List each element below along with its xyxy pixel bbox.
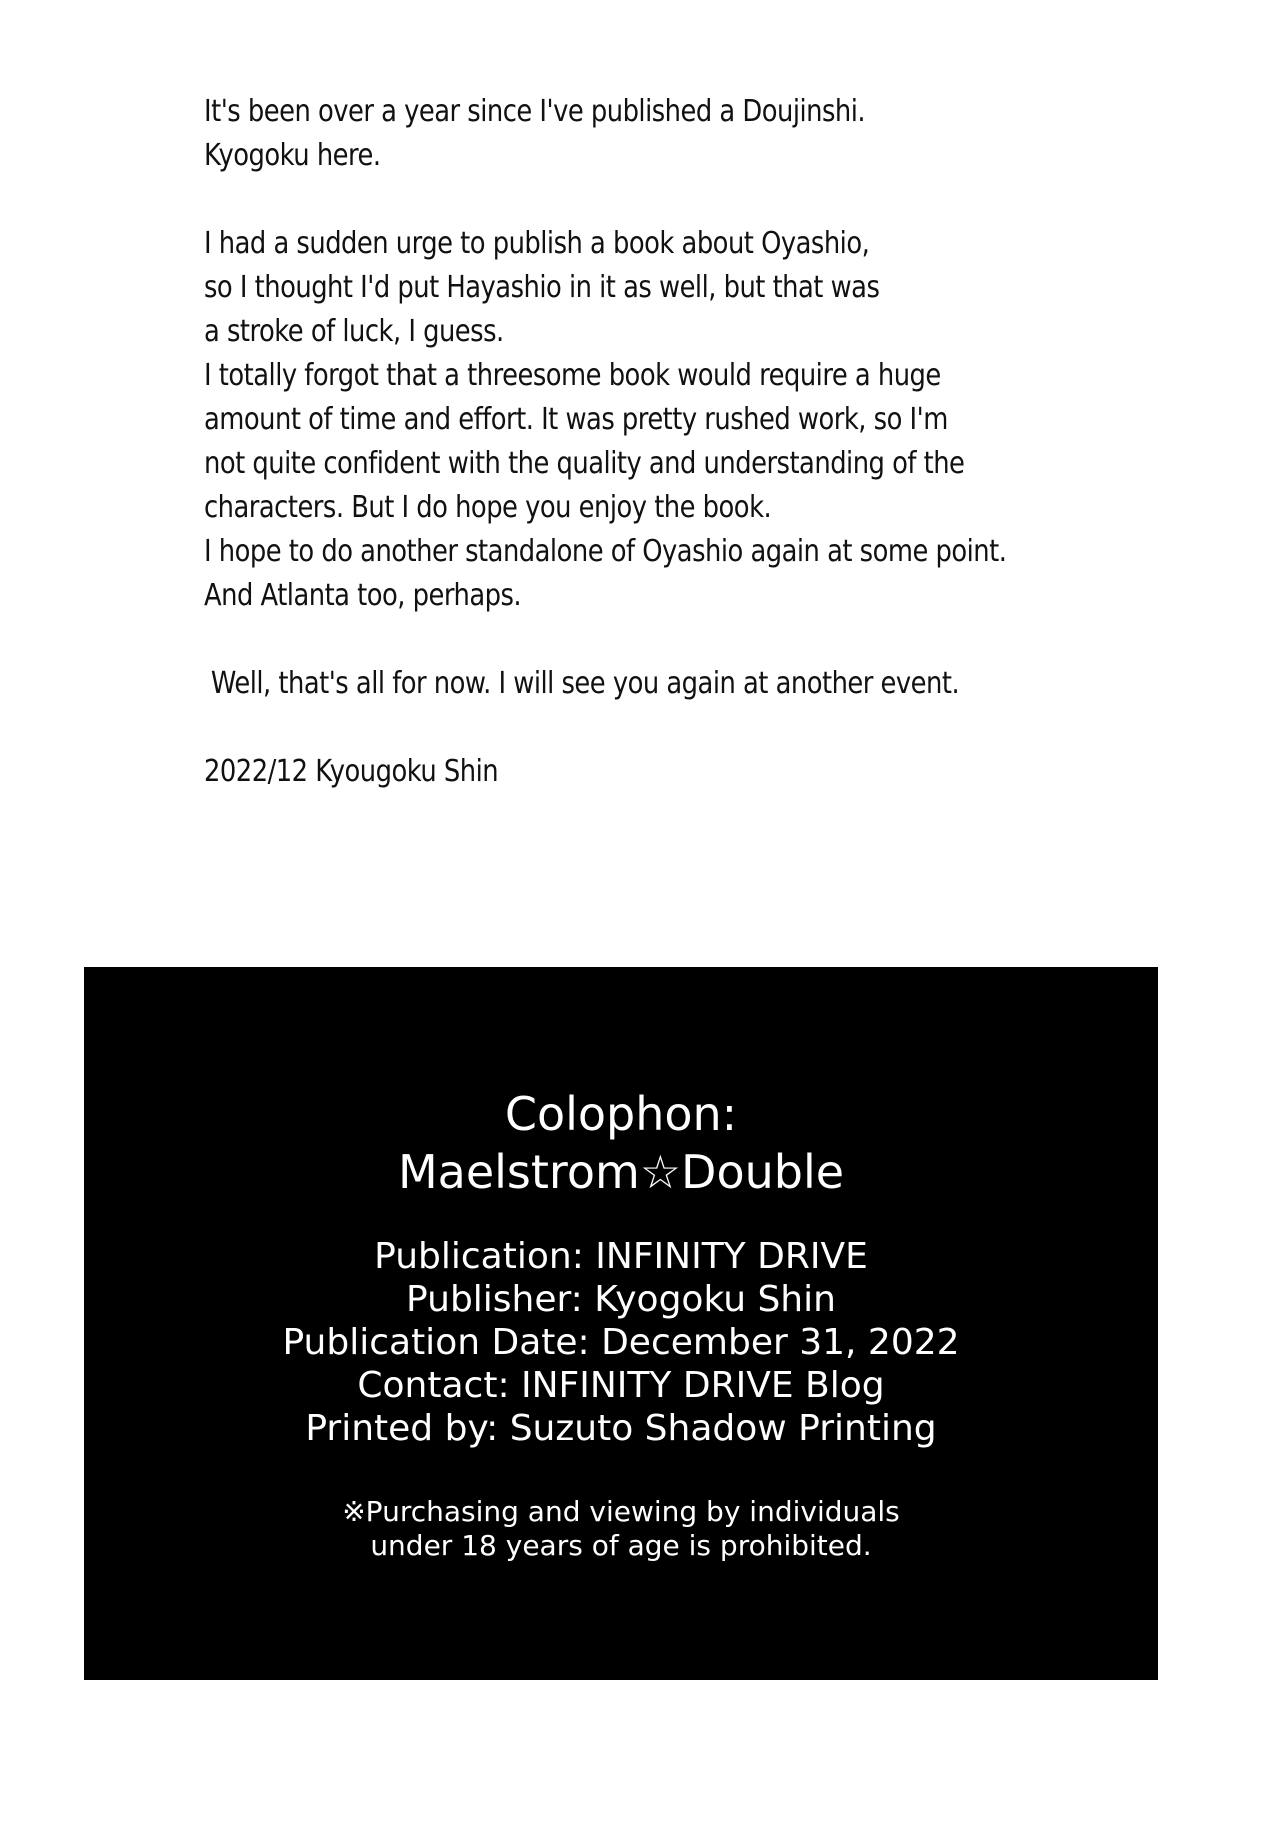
- age-restriction-notice: [84, 1495, 1158, 1563]
- afterword-line: amount of time and effort. It was pretty rushed work, so I'm: [204, 402, 948, 437]
- publication-date-line: Publication Date: December 31, 2022: [282, 1322, 960, 1363]
- book-title: Maelstrom☆Double: [397, 1145, 845, 1199]
- colophon-title: [84, 1085, 1158, 1201]
- afterword-line: Kyogoku here.: [204, 138, 381, 173]
- publisher-line: Publisher: Kyogoku Shin: [406, 1279, 836, 1320]
- afterword-line: It's been over a year since I've published a Doujinshi.: [204, 94, 866, 129]
- afterword-line: And Atlanta too, perhaps.: [204, 578, 522, 613]
- afterword-signature: [204, 750, 1104, 794]
- publication-line: Publication: INFINITY DRIVE: [374, 1236, 868, 1277]
- colophon-box: [84, 967, 1158, 1680]
- afterword-signature-line: 2022/12 Kyougoku Shin: [204, 754, 499, 789]
- afterword-line: so I thought I'd put Hayashio in it as well, but that was: [204, 270, 880, 305]
- notice-line: ※Purchasing and viewing by individuals: [342, 1495, 900, 1528]
- contact-line: Contact: INFINITY DRIVE Blog: [357, 1365, 885, 1406]
- afterword-paragraph-body: [204, 222, 1104, 618]
- afterword-line: characters. But I do hope you enjoy the book.: [204, 490, 772, 525]
- afterword-line: I hope to do another standalone of Oyashio again at some point.: [204, 534, 1007, 569]
- afterword-line: not quite confident with the quality and understanding of the: [204, 446, 965, 481]
- afterword-line: I had a sudden urge to publish a book about Oyashio,: [204, 226, 870, 261]
- afterword-line: a stroke of luck, I guess.: [204, 314, 504, 349]
- afterword-line: Well, that's all for now. I will see you again at another event.: [210, 666, 960, 701]
- afterword-paragraph-closing: [204, 662, 1104, 706]
- afterword-paragraph-intro: [204, 90, 1104, 178]
- notice-line: under 18 years of age is prohibited.: [370, 1529, 872, 1562]
- colophon-heading: Colophon:: [504, 1087, 738, 1141]
- afterword-line: I totally forgot that a threesome book would require a huge: [204, 358, 941, 393]
- colophon-details: [84, 1235, 1158, 1450]
- printed-by-line: Printed by: Suzuto Shadow Printing: [305, 1408, 937, 1449]
- afterword: [204, 90, 1104, 838]
